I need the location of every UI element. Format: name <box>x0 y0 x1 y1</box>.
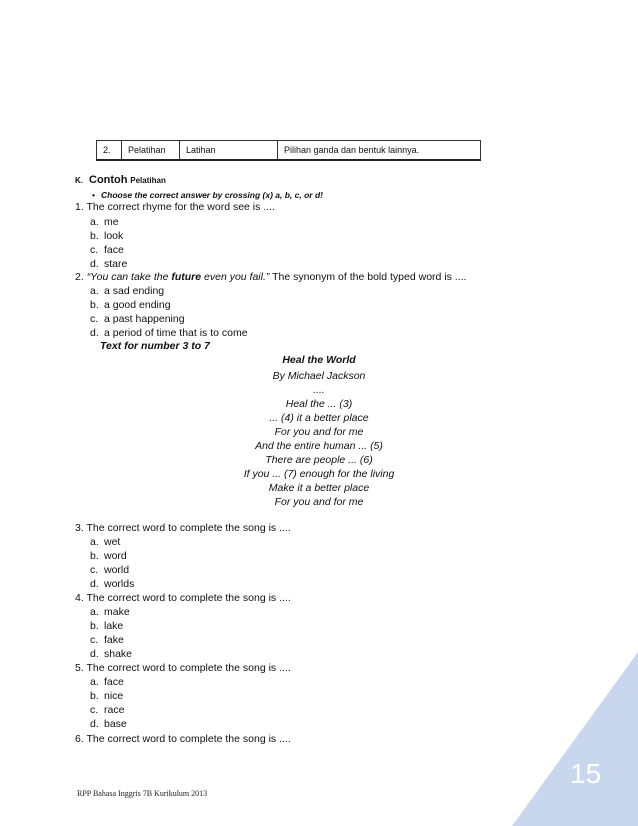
section-heading <box>75 174 166 186</box>
option-letter: c. <box>90 564 99 576</box>
list-item <box>90 327 248 339</box>
option-letter: b. <box>90 299 99 311</box>
song-line: There are people ... (6) <box>265 454 373 466</box>
list-item <box>90 676 124 688</box>
quote <box>87 271 270 283</box>
option-text: shake <box>104 648 133 660</box>
list-item <box>90 704 124 716</box>
quote-end: even you fail.” <box>201 271 270 283</box>
song-title: Heal the World <box>282 354 356 366</box>
option-text: lake <box>104 620 124 632</box>
song-line: For you and for me <box>274 496 364 508</box>
song-author: By Michael Jackson <box>272 370 366 382</box>
section-subtitle: Pelatihan <box>130 176 166 185</box>
question-number: 2. <box>75 271 84 283</box>
question-text: The synonym of the bold typed word is .... <box>269 271 467 283</box>
list-item <box>90 690 123 702</box>
list-item <box>90 216 119 228</box>
option-text: race <box>104 704 125 716</box>
question-1: 1. The correct rhyme for the word see is .... <box>75 201 275 213</box>
option-letter: d. <box>90 648 99 660</box>
instruction-text: Choose the correct answer by crossing (x) a, b, c, or d! <box>100 190 323 200</box>
option-letter: a. <box>90 536 99 548</box>
song-line: If you ... (7) enough for the living <box>243 468 395 480</box>
list-item <box>90 230 123 242</box>
option-letter: a. <box>90 676 99 688</box>
list-item <box>90 648 132 660</box>
quote-start: “You can take the <box>86 271 172 283</box>
option-letter: b. <box>90 550 99 562</box>
option-letter: b. <box>90 620 99 632</box>
list-item <box>90 606 130 618</box>
option-letter: c. <box>90 244 99 256</box>
list-item <box>90 564 129 576</box>
option-letter: d. <box>90 258 99 270</box>
list-item <box>90 285 164 297</box>
question-5: 5. The correct word to complete the song is .... <box>75 662 291 674</box>
option-text: make <box>104 606 130 618</box>
bold-word: future <box>171 271 202 283</box>
text-for-label: Text for number 3 to 7 <box>100 340 210 352</box>
option-letter: c. <box>90 634 99 646</box>
option-text: world <box>104 564 130 576</box>
song-line: And the entire human ... (5) <box>255 440 383 452</box>
table-cell-type: Latihan <box>180 141 278 161</box>
option-text: a good ending <box>104 299 171 311</box>
option-letter: d. <box>90 327 99 339</box>
section-letter: K. <box>75 176 83 185</box>
option-text: nice <box>104 690 124 702</box>
footer-text: RPP Bahasa Inggris 7B Kurikulum 2013 <box>77 789 208 798</box>
list-item <box>90 313 185 325</box>
option-letter: a. <box>90 606 99 618</box>
song-line: Heal the ... (3) <box>285 398 353 410</box>
list-item <box>90 258 127 270</box>
song-line: Make it a better place <box>268 482 370 494</box>
table-row <box>97 141 481 161</box>
option-text: me <box>104 216 119 228</box>
question-2 <box>75 271 466 283</box>
list-item <box>90 244 124 256</box>
page-number: 15 <box>570 758 602 789</box>
section-title: Contoh <box>89 174 128 186</box>
option-letter: c. <box>90 313 99 325</box>
option-text: base <box>104 718 127 730</box>
song-line: ... (4) it a better place <box>269 412 369 424</box>
option-letter: c. <box>90 704 99 716</box>
corner-decoration <box>512 652 638 826</box>
question-4: 4. The correct word to complete the song is .... <box>75 592 291 604</box>
option-letter: b. <box>90 230 99 242</box>
option-text: face <box>104 676 124 688</box>
option-letter: d. <box>90 578 99 590</box>
lesson-table <box>96 140 481 161</box>
table-cell-number: 2. <box>97 141 122 161</box>
option-text: worlds <box>104 578 135 590</box>
option-text: a sad ending <box>104 285 165 297</box>
option-text: wet <box>104 536 121 548</box>
option-text: word <box>104 550 127 562</box>
option-text: a past happening <box>104 313 185 325</box>
table-cell-activity: Pelatihan <box>122 141 180 161</box>
instruction <box>92 190 323 200</box>
option-letter: d. <box>90 718 99 730</box>
table-cell-form: Pilihan ganda dan bentuk lainnya. <box>278 141 481 161</box>
list-item <box>90 634 124 646</box>
bullet-icon: • <box>92 190 95 200</box>
option-letter: b. <box>90 690 99 702</box>
question-3: 3. The correct word to complete the song is .... <box>75 522 291 534</box>
list-item <box>90 718 127 730</box>
option-text: look <box>104 230 124 242</box>
list-item <box>90 620 123 632</box>
list-item <box>90 550 127 562</box>
option-text: stare <box>104 258 128 270</box>
list-item <box>90 578 134 590</box>
song-line: .... <box>313 384 325 396</box>
song-line: For you and for me <box>274 426 364 438</box>
list-item <box>90 299 171 311</box>
option-text: face <box>104 244 124 256</box>
option-letter: a. <box>90 285 99 297</box>
question-6: 6. The correct word to complete the song is .... <box>75 733 291 745</box>
option-text: a period of time that is to come <box>104 327 248 339</box>
list-item <box>90 536 120 548</box>
option-letter: a. <box>90 216 99 228</box>
option-text: fake <box>104 634 124 646</box>
